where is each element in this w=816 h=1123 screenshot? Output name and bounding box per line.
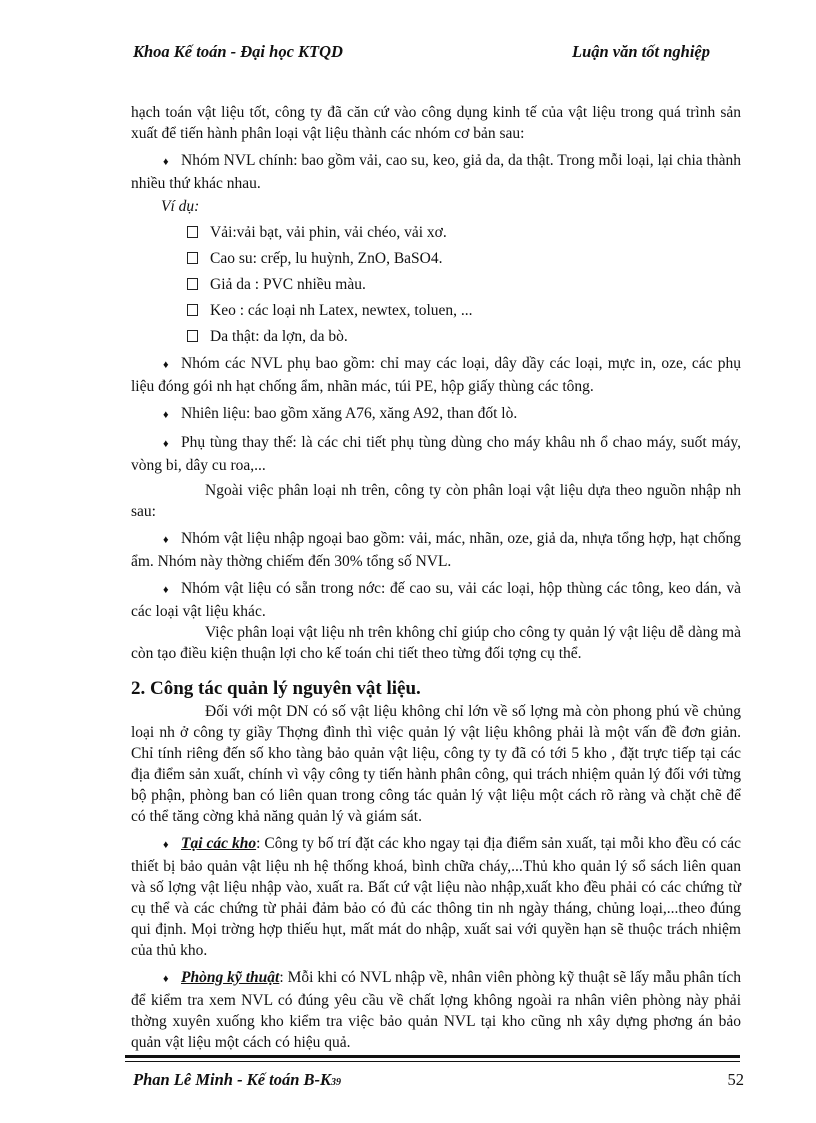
bullet-auxiliary-materials (131, 353, 741, 397)
bullet-text: Nhóm vật liệu nhập ngoại bao gồm: vải, mác, nhãn, oze, giả da, nhựa tổng hợp, hạt chống ẩm. Nhóm này thờng chiếm đến 30% tổng số NVL. (131, 530, 741, 570)
footer-author-subscript: 39 (331, 1077, 342, 1088)
example-label: Ví dụ: (161, 198, 200, 215)
source-paragraph: Ngoài việc phân loại nh trên, công ty còn phân loại vật liệu dựa theo nguồn nhập nh sau: (131, 482, 741, 520)
example-item (187, 301, 741, 321)
management-paragraph: Đối với một DN có số vật liệu không chỉ lớn về số lợng mà còn phong phú về chủng loại nh ở công ty giầy Thợng đình thì việc quản lý vật liệu không phải là một vấn đề đơn giản. Chỉ tính riêng đến số kho tàng bảo quản vật liệu, công ty ty đã có tới 5 kho , đặt trực tiếp tại các địa điểm sản xuất, chính vì vậy công ty tiến hành phân công, qui trách nhiệm quản lý đối với từng bộ phận, phòng ban có liên quan trong công tác quản lý vật liệu một cách rõ ràng và chặt chẽ để có thể tăng cờng khả năng quản lý và giám sát. (131, 703, 741, 825)
checkbox-square-icon (187, 252, 198, 264)
footer-author (133, 1070, 341, 1090)
technical-dept-label: Phòng kỹ thuật (181, 969, 280, 986)
warehouse-text: : Công ty bố trí đặt các kho ngay tại địa điểm sản xuất, tại mỗi kho đều có các thiết bị bảo quản vật liệu nh hệ thống khoá, bình chữa cháy,...Thủ kho quản lý sổ sách liên quan và số lợng vật liệu nhập vào, xuất ra. Bất cứ vật liệu nào nhập,xuất kho đều phải có các chứng từ cụ thể và các chứng từ phải đảm bảo có đủ các thông tin nh ngày tháng, chủng loại,...theo đúng qui định. Mọi trờng hợp thiếu hụt, mất mát do nhập, xuất sai với quyền hạn sẽ thuộc trách nhiệm của thủ kho. (131, 835, 741, 959)
checkbox-square-icon (187, 278, 198, 290)
example-text: Da thật: da lợn, da bò. (210, 328, 348, 345)
checkbox-square-icon (187, 330, 198, 342)
example-item (187, 223, 741, 243)
bullet-spare-parts (131, 432, 741, 476)
bullet-imported (131, 528, 741, 572)
page-number: 52 (727, 1070, 744, 1089)
technical-dept-text: : Mỗi khi có NVL nhập về, nhân viên phòng kỹ thuật sẽ lấy mẫu phân tích để kiểm tra xem NVL có đúng yêu cầu về chất lợng không ngoài ra nhân viên phòng này phải thờng xuyên xuống kho kiểm tra việc bảo quản NVL tại kho cũng nh xây dựng phơng án bảo quản vật liệu một cách có hiệu quả. (131, 969, 741, 1051)
footer-rule-thick (125, 1055, 740, 1058)
example-text: Vải:vải bạt, vải phin, vải chéo, vải xơ. (210, 224, 447, 241)
diamond-bullet-icon: ♦ (163, 438, 169, 450)
diamond-bullet-icon: ♦ (163, 584, 169, 596)
example-text: Keo : các loại nh Latex, newtex, toluen, ... (210, 302, 473, 319)
header-faculty: Khoa Kế toán - Đại học KTQD (133, 42, 343, 61)
checkbox-square-icon (187, 226, 198, 238)
document-body (131, 102, 741, 1053)
intro-paragraph: hạch toán vật liệu tốt, công ty đã căn cứ vào công dụng kinh tế của vật liệu trong quá trình sản xuất để tiến hành phân loại vật liệu thành các nhóm cơ bản sau: (131, 104, 741, 142)
bullet-warehouse (131, 833, 741, 961)
bullet-fuel (131, 403, 741, 426)
diamond-bullet-icon: ♦ (163, 156, 169, 168)
bullet-text: Nhóm các NVL phụ bao gồm: chỉ may các loại, dây dầy các loại, mực in, oze, các phụ liệu đóng gói nh hạt chống ẩm, nhãn mác, túi PE, hộp giấy thùng các tông. (131, 355, 741, 395)
bullet-text: Phụ tùng thay thế: là các chi tiết phụ tùng dùng cho máy khâu nh ổ chao máy, suốt máy, vòng bi, dây cu roa,... (131, 434, 741, 474)
example-item (187, 249, 741, 269)
diamond-bullet-icon: ♦ (163, 359, 169, 371)
footer-author-text: Phan Lê Minh - Kế toán B-K (133, 1070, 332, 1089)
example-text: Giả da : PVC nhiều màu. (210, 276, 366, 293)
bullet-technical-dept (131, 967, 741, 1053)
bullet-domestic (131, 578, 741, 622)
example-item (187, 275, 741, 295)
diamond-bullet-icon: ♦ (163, 839, 169, 851)
diamond-bullet-icon: ♦ (163, 973, 169, 985)
checkbox-square-icon (187, 304, 198, 316)
header-thesis-label: Luận văn tốt nghiệp (572, 42, 710, 61)
warehouse-label: Tại các kho (181, 835, 257, 852)
section-title: 2. Công tác quản lý nguyên vật liệu. (131, 678, 421, 699)
bullet-text: Nhóm vật liệu có sẵn trong nớc: đế cao su, vải các loại, hộp thùng các tông, keo dán, và các loại vật liệu khác. (131, 580, 741, 620)
example-text: Cao su: crếp, lu huỳnh, ZnO, BaSO4. (210, 250, 443, 267)
diamond-bullet-icon: ♦ (163, 409, 169, 421)
bullet-text: Nhiên liệu: bao gồm xăng A76, xăng A92, than đốt lò. (181, 405, 518, 422)
example-item (187, 327, 741, 347)
bullet-main-materials (131, 150, 741, 194)
benefit-paragraph: Việc phân loại vật liệu nh trên không chỉ giúp cho công ty quản lý vật liệu dễ dàng mà còn tạo điều kiện thuận lợi cho kế toán chi tiết theo từng đối tợng cụ thể. (131, 624, 741, 662)
footer-rule-thin (125, 1061, 740, 1062)
diamond-bullet-icon: ♦ (163, 534, 169, 546)
bullet-text: Nhóm NVL chính: bao gồm vải, cao su, keo, giả da, da thật. Trong mỗi loại, lại chia thành nhiều thứ khác nhau. (131, 152, 741, 192)
